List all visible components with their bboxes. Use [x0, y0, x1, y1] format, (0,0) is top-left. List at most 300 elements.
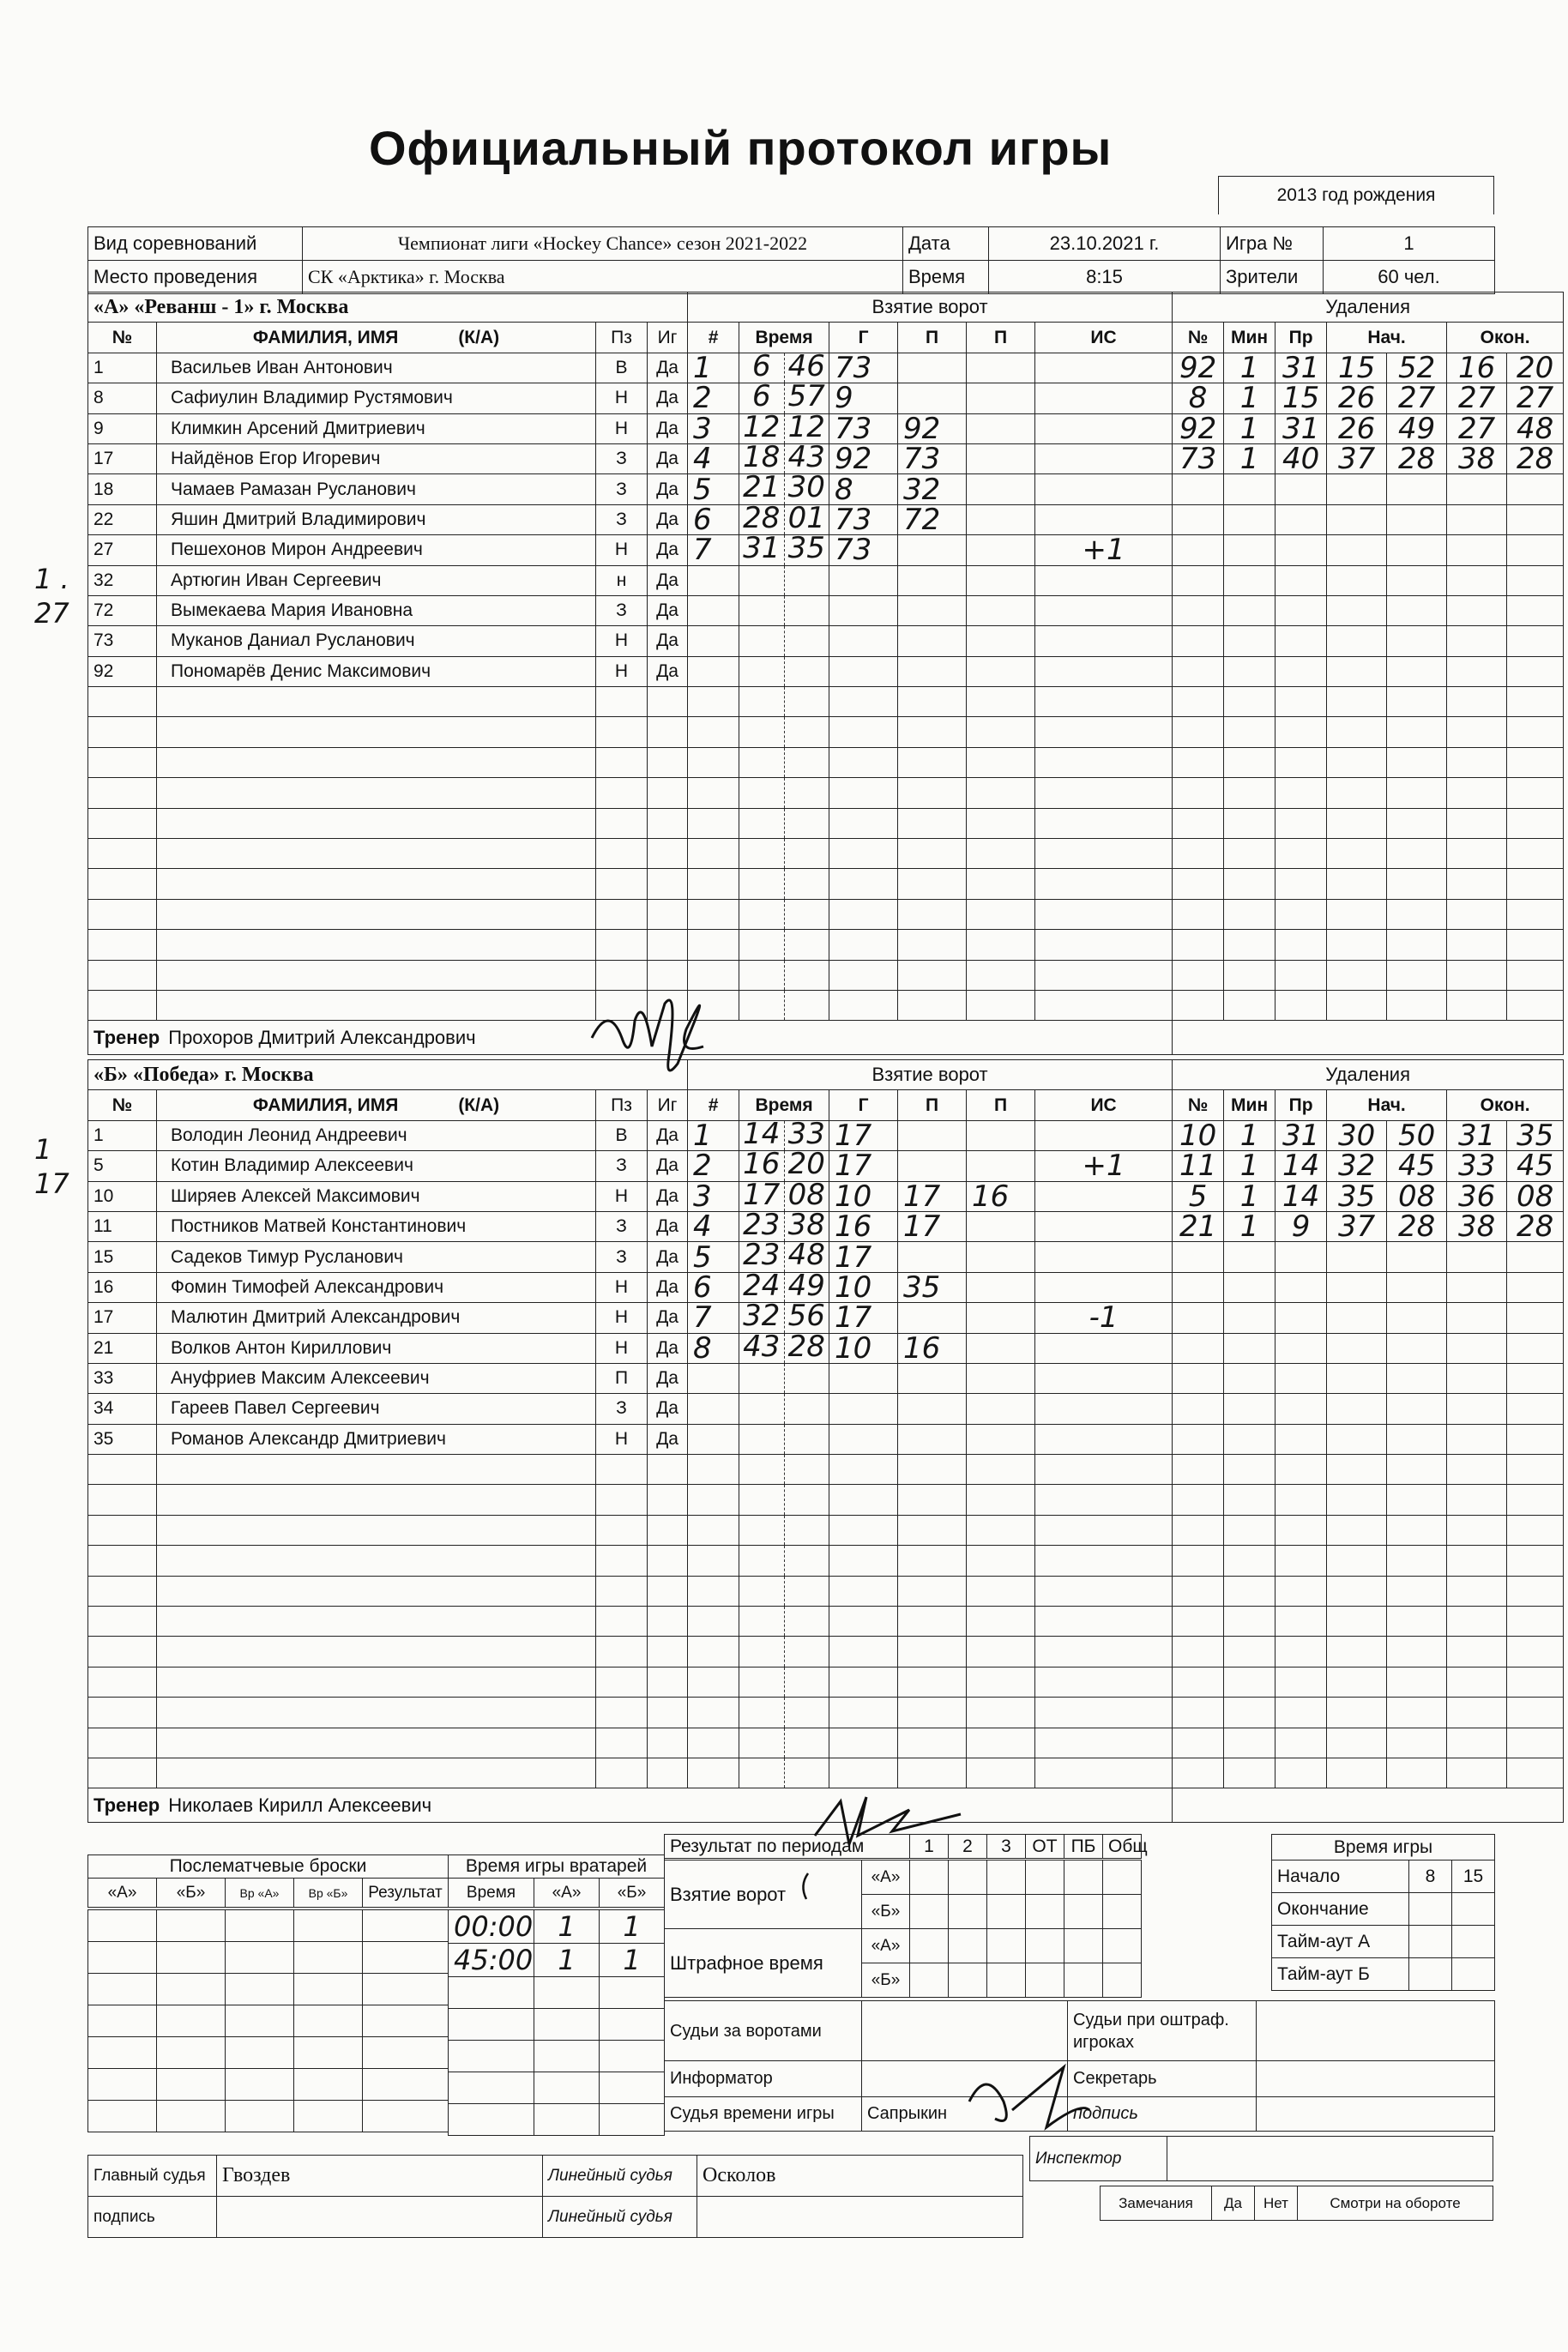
penalty-start-sec: [1387, 535, 1447, 565]
penalty-end-sec: [1507, 595, 1564, 625]
goal-assist-1: [898, 990, 967, 1020]
penalty-minutes: [1224, 687, 1276, 717]
player-ig: Да: [648, 1333, 688, 1363]
goal-scorer: [829, 960, 898, 990]
goalie-b: [600, 2104, 665, 2136]
shootout-cell: [157, 2069, 226, 2101]
penalty-number: [1173, 1667, 1224, 1697]
signature-label-secretary: подпись: [1068, 2097, 1257, 2132]
competition-label: Вид соревнований: [88, 227, 303, 261]
goal-time: [739, 1515, 829, 1545]
player-ig: [648, 1515, 688, 1545]
table-row: [88, 656, 1564, 686]
penalty-end-min: [1447, 1758, 1507, 1788]
player-number: 15: [88, 1242, 157, 1272]
penalty-number: [1173, 717, 1224, 747]
goal-assist-2: [967, 899, 1035, 929]
goal-number: [688, 1424, 739, 1454]
goal-second: 01: [784, 505, 829, 534]
goal-number: [688, 1576, 739, 1606]
player-pz: Н: [596, 1303, 648, 1333]
penalty-end-min: [1447, 1363, 1507, 1393]
player-ig: [648, 1546, 688, 1576]
player-name: Малютин Дмитрий Александрович: [157, 1303, 596, 1333]
shootout-cell: [88, 2101, 157, 2132]
goal-assist-2: [967, 1120, 1035, 1150]
col-name: [157, 323, 596, 353]
player-number: 18: [88, 474, 157, 504]
penalty-minutes: [1224, 1394, 1276, 1424]
player-ig: [648, 687, 688, 717]
goal-second: 33: [784, 1121, 829, 1150]
penalty-minutes: 1: [1224, 443, 1276, 473]
penalty-minutes: 1: [1224, 1151, 1276, 1181]
goal-situation: [1035, 990, 1173, 1020]
goal-minute: 14: [743, 1116, 781, 1151]
penalty-minutes: [1224, 1455, 1276, 1485]
goal-second: [784, 717, 829, 746]
referees-table: [87, 2155, 1023, 2238]
table-row: [88, 413, 1564, 443]
player-number: [88, 1485, 157, 1515]
goal-situation: [1035, 1333, 1173, 1363]
goal-assist-2: [967, 839, 1035, 869]
team-a-section: [87, 292, 1554, 1055]
goal-second: 48: [784, 1242, 829, 1271]
player-ig: Да: [648, 1424, 688, 1454]
table-row: [88, 717, 1564, 747]
table-row: [88, 1242, 1564, 1272]
see-back-label: Смотри на обороте: [1298, 2186, 1493, 2221]
penalty-minutes: [1224, 839, 1276, 869]
goal-number: [688, 1728, 739, 1758]
shootout-cell: [88, 1910, 157, 1942]
goal-second: [784, 961, 829, 990]
inspector-table: [1029, 2136, 1493, 2181]
penalty-end-min: [1447, 1455, 1507, 1485]
penalty-end-min: [1447, 1485, 1507, 1515]
penalty-start-min: 35: [1327, 1181, 1387, 1211]
penalty-start-sec: 28: [1387, 443, 1447, 473]
player-number: [88, 747, 157, 777]
penalty-start-min: [1327, 1515, 1387, 1545]
coach-label: Тренер: [93, 1794, 160, 1816]
goal-time: [739, 869, 829, 899]
goalie-time: [449, 2072, 534, 2104]
goal-scorer: 17: [829, 1120, 898, 1150]
goal-assist-1: [898, 565, 967, 595]
coach-label: Тренер: [93, 1026, 160, 1048]
penalty-number: 11: [1173, 1151, 1224, 1181]
goalie-col-2: «Б»: [600, 1879, 665, 1908]
penalty-start-min: [1327, 1546, 1387, 1576]
goal-situation: [1035, 778, 1173, 808]
period-cell: [949, 1895, 987, 1929]
penalty-end-sec: 45: [1507, 1151, 1564, 1181]
period-cell: [987, 1963, 1026, 1998]
penalty-minutes: [1224, 474, 1276, 504]
period-col-5: Общ: [1103, 1835, 1142, 1859]
player-pz: [596, 930, 648, 960]
birth-year-box: 2013 год рождения: [1218, 176, 1494, 214]
penalty-start-sec: 08: [1387, 1181, 1447, 1211]
table-row: [88, 1455, 1564, 1485]
penalty-start-min: [1327, 535, 1387, 565]
penalty-start-min: [1327, 1333, 1387, 1363]
goal-situation: [1035, 413, 1173, 443]
penalty-minutes: [1224, 565, 1276, 595]
player-number: [88, 1667, 157, 1697]
goal-scorer: 73: [829, 353, 898, 383]
penalty-number: [1173, 687, 1224, 717]
goal-scorer: 10: [829, 1333, 898, 1363]
player-number: 32: [88, 565, 157, 595]
goal-assist-1: 17: [898, 1181, 967, 1211]
goal-second: [784, 657, 829, 686]
start-hour: 8: [1409, 1860, 1452, 1893]
table-row: [88, 1576, 1564, 1606]
shootout-cell: [226, 2037, 294, 2069]
coach-row-spacer: [1173, 1021, 1564, 1055]
penalty-reason: [1276, 1667, 1327, 1697]
goal-number: [688, 930, 739, 960]
penalty-start-min: 30: [1327, 1120, 1387, 1150]
goal-time: [739, 1455, 829, 1485]
penalty-end-min: [1447, 869, 1507, 899]
penalties-header: Удаления: [1173, 292, 1564, 323]
col-goal-num: #: [688, 323, 739, 353]
penalty-number: [1173, 1394, 1224, 1424]
penalty-minutes: [1224, 656, 1276, 686]
goal-number: 4: [688, 443, 739, 473]
goal-situation: [1035, 687, 1173, 717]
goal-time: [739, 565, 829, 595]
penalty-start-min: [1327, 1637, 1387, 1667]
penalty-start-sec: 27: [1387, 383, 1447, 413]
penalty-number: [1173, 1728, 1224, 1758]
head-ref-label: Главный судья: [88, 2156, 217, 2197]
margin-note-a-line1: 1 .: [34, 563, 69, 595]
penalty-start-min: [1327, 626, 1387, 656]
player-number: 35: [88, 1424, 157, 1454]
goal-number: 6: [688, 504, 739, 534]
goal-assist-1: [898, 960, 967, 990]
period-cell: [987, 1860, 1026, 1895]
player-number: [88, 687, 157, 717]
goal-time: [739, 1329, 829, 1364]
goal-scorer: [829, 717, 898, 747]
penalty-minutes: [1224, 595, 1276, 625]
penalty-number: [1173, 474, 1224, 504]
penalty-end-sec: [1507, 778, 1564, 808]
goal-second: [784, 1577, 829, 1606]
goal-minute: [739, 626, 784, 655]
goal-time: [739, 930, 829, 960]
penalty-start-min: [1327, 1758, 1387, 1788]
table-row: [88, 1667, 1564, 1697]
goal-situation: [1035, 474, 1173, 504]
goal-second: [784, 1728, 829, 1758]
col-goal-p1: П: [898, 323, 967, 353]
goal-number: 1: [688, 1120, 739, 1150]
penalty-reason: [1276, 1546, 1327, 1576]
col-pen-num: №: [1173, 1090, 1224, 1120]
player-ig: Да: [648, 1363, 688, 1393]
player-number: 16: [88, 1272, 157, 1302]
goal-situation: [1035, 1485, 1173, 1515]
goalie-time: [449, 2104, 534, 2136]
table-row: [88, 1333, 1564, 1363]
player-number: [88, 1455, 157, 1485]
player-name: Котин Владимир Алексеевич: [157, 1151, 596, 1181]
penalty-end-sec: [1507, 565, 1564, 595]
table-row: [88, 626, 1564, 656]
goal-second: [784, 1485, 829, 1514]
player-ig: [648, 1607, 688, 1637]
table-row: [88, 1637, 1564, 1667]
penalty-end-min: [1447, 1424, 1507, 1454]
table-row: [88, 990, 1564, 1020]
game-no-label: Игра №: [1221, 227, 1324, 261]
player-ig: [648, 869, 688, 899]
goal-scorer: 17: [829, 1303, 898, 1333]
shootout-cell: [363, 2101, 449, 2132]
period-col-0: 1: [910, 1835, 949, 1859]
player-number: [88, 1698, 157, 1728]
player-pz: Н: [596, 656, 648, 686]
penalty-reason: [1276, 808, 1327, 838]
timekeeper-signature: [961, 2050, 1098, 2144]
pim-row-label: Штрафное время: [665, 1929, 862, 1998]
table-row: [88, 839, 1564, 869]
penalty-start-min: [1327, 778, 1387, 808]
goal-situation: [1035, 839, 1173, 869]
penalty-minutes: [1224, 990, 1276, 1020]
goal-scorer: [829, 1728, 898, 1758]
penalty-start-sec: [1387, 990, 1447, 1020]
penalty-start-sec: [1387, 1758, 1447, 1788]
player-number: 17: [88, 1303, 157, 1333]
player-ig: Да: [648, 413, 688, 443]
goal-assist-1: [898, 778, 967, 808]
goal-assist-1: 32: [898, 474, 967, 504]
goal-minute: [739, 778, 784, 807]
goal-assist-2: [967, 1515, 1035, 1545]
goal-assist-2: [967, 747, 1035, 777]
penalty-end-sec: [1507, 1546, 1564, 1576]
goal-time: [739, 656, 829, 686]
penalty-start-sec: 45: [1387, 1151, 1447, 1181]
penalty-reason: 31: [1276, 413, 1327, 443]
goal-second: 20: [784, 1151, 829, 1180]
line-ref-label-1: Линейный судья: [543, 2156, 697, 2197]
penalty-reason: [1276, 1424, 1327, 1454]
goal-minute: 24: [743, 1268, 781, 1303]
penalty-start-sec: [1387, 1394, 1447, 1424]
player-name: [157, 717, 596, 747]
goal-assist-1: 72: [898, 504, 967, 534]
penalty-start-min: [1327, 1576, 1387, 1606]
table-row: [88, 1394, 1564, 1424]
penalty-number: 73: [1173, 443, 1224, 473]
penalty-start-min: [1327, 1607, 1387, 1637]
goal-number: [688, 1607, 739, 1637]
coach-b-signature: [806, 1784, 978, 1853]
goal-number: [688, 1667, 739, 1697]
secretary-label: Секретарь: [1068, 2061, 1257, 2097]
goal-minute: [739, 1577, 784, 1606]
goal-assist-1: [898, 1424, 967, 1454]
goal-assist-1: 92: [898, 413, 967, 443]
goalie-b: 1: [600, 1944, 665, 1977]
col-goal-time: Время: [739, 1090, 829, 1120]
player-ig: Да: [648, 353, 688, 383]
shootout-table: [87, 1854, 449, 1908]
goal-assist-2: [967, 1363, 1035, 1393]
penalty-end-min: [1447, 1728, 1507, 1758]
goal-number: 8: [688, 1333, 739, 1363]
goalie-b: [600, 2072, 665, 2104]
penalty-start-min: [1327, 1394, 1387, 1424]
goal-situation: [1035, 1607, 1173, 1637]
goal-assist-1: [898, 869, 967, 899]
penalty-reason: [1276, 565, 1327, 595]
player-name: Яшин Дмитрий Владимирович: [157, 504, 596, 534]
penalty-start-sec: [1387, 808, 1447, 838]
goal-assist-2: [967, 1455, 1035, 1485]
penalty-end-min: [1447, 1698, 1507, 1728]
remarks-label: Замечания: [1101, 2186, 1212, 2221]
player-name: [157, 1667, 596, 1697]
penalty-end-sec: [1507, 1728, 1564, 1758]
penalty-number: [1173, 1242, 1224, 1272]
col-pen-pr: Пр: [1276, 323, 1327, 353]
penalty-start-sec: [1387, 687, 1447, 717]
goal-minute: [739, 1455, 784, 1484]
period-cell: [910, 1895, 949, 1929]
goal-second: [784, 839, 829, 868]
player-number: [88, 899, 157, 929]
shootout-col-2: Вр «А»: [226, 1879, 294, 1908]
penalty-start-sec: [1387, 899, 1447, 929]
goal-assist-2: [967, 595, 1035, 625]
player-pz: [596, 839, 648, 869]
goal-scorer: [829, 1424, 898, 1454]
head-ref-name: Гвоздев: [217, 2156, 543, 2197]
penalty-end-sec: 27: [1507, 383, 1564, 413]
player-pz: Н: [596, 413, 648, 443]
penalty-end-min: [1447, 839, 1507, 869]
goal-scorer: [829, 1394, 898, 1424]
player-name: Постников Матвей Константинович: [157, 1211, 596, 1241]
date-label: Дата: [903, 227, 989, 261]
period-col-3: ОТ: [1026, 1835, 1064, 1859]
penalty-start-sec: [1387, 1485, 1447, 1515]
penalty-number: [1173, 1637, 1224, 1667]
player-name: [157, 1455, 596, 1485]
goal-scorer: [829, 1515, 898, 1545]
penalty-start-min: [1327, 1698, 1387, 1728]
goal-time: [739, 531, 829, 566]
shootout-cell: [363, 1942, 449, 1974]
penalty-number: [1173, 1424, 1224, 1454]
goal-time: [739, 1485, 829, 1515]
player-number: [88, 778, 157, 808]
goalie-a: [534, 1977, 600, 2009]
goal-second: [784, 991, 829, 1020]
player-number: 72: [88, 595, 157, 625]
penalty-end-sec: [1507, 1515, 1564, 1545]
goal-second: [784, 1425, 829, 1454]
table-row: [88, 1120, 1564, 1150]
penalty-number: 92: [1173, 353, 1224, 383]
player-number: [88, 1637, 157, 1667]
shootout-col-0: «А»: [88, 1879, 157, 1908]
goal-assist-2: [967, 778, 1035, 808]
goal-scorer: [829, 1607, 898, 1637]
player-name: [157, 747, 596, 777]
player-ig: Да: [648, 535, 688, 565]
player-pz: Н: [596, 1272, 648, 1302]
penalty-number: [1173, 1363, 1224, 1393]
player-pz: [596, 808, 648, 838]
penalty-end-min: [1447, 626, 1507, 656]
table-row: [88, 1211, 1564, 1241]
penalty-end-sec: [1507, 1485, 1564, 1515]
penalty-minutes: [1224, 1758, 1276, 1788]
shootout-grid: [87, 1909, 449, 2132]
player-name: Фомин Тимофей Александрович: [157, 1272, 596, 1302]
timekeeper-name: Сапрыкин: [862, 2097, 1068, 2132]
penalty-start-min: [1327, 1485, 1387, 1515]
goal-assist-1: [898, 1576, 967, 1606]
penalty-start-sec: [1387, 1455, 1447, 1485]
goal-judges-label: Судьи за воротами: [665, 2001, 862, 2061]
penalty-start-min: 32: [1327, 1151, 1387, 1181]
goal-minute: 21: [743, 470, 781, 505]
penalty-start-min: [1327, 565, 1387, 595]
goal-assist-1: [898, 626, 967, 656]
goal-situation: [1035, 1667, 1173, 1697]
table-row: [88, 1515, 1564, 1545]
penalty-start-min: [1327, 1272, 1387, 1302]
penalty-start-min: [1327, 656, 1387, 686]
goal-second: 49: [784, 1273, 829, 1302]
penalty-start-sec: [1387, 717, 1447, 747]
player-number: [88, 1546, 157, 1576]
player-pz: [596, 1667, 648, 1697]
table-row: [88, 474, 1564, 504]
col-goal-g: Г: [829, 323, 898, 353]
period-col-4: ПБ: [1064, 1835, 1103, 1859]
shootout-cell: [157, 1942, 226, 1974]
goal-second: [784, 1668, 829, 1697]
goal-time: [739, 1698, 829, 1728]
player-number: 5: [88, 1151, 157, 1181]
goal-situation: [1035, 747, 1173, 777]
penalty-end-min: [1447, 778, 1507, 808]
penalty-reason: 15: [1276, 383, 1327, 413]
penalty-reason: [1276, 1758, 1327, 1788]
penalty-start-sec: [1387, 1637, 1447, 1667]
goal-assist-2: [967, 1667, 1035, 1697]
table-row: [88, 869, 1564, 899]
period-cell: [949, 1963, 987, 1998]
table-row: [88, 1728, 1564, 1758]
player-ig: [648, 899, 688, 929]
penalty-minutes: [1224, 1698, 1276, 1728]
penalty-end-sec: [1507, 1667, 1564, 1697]
